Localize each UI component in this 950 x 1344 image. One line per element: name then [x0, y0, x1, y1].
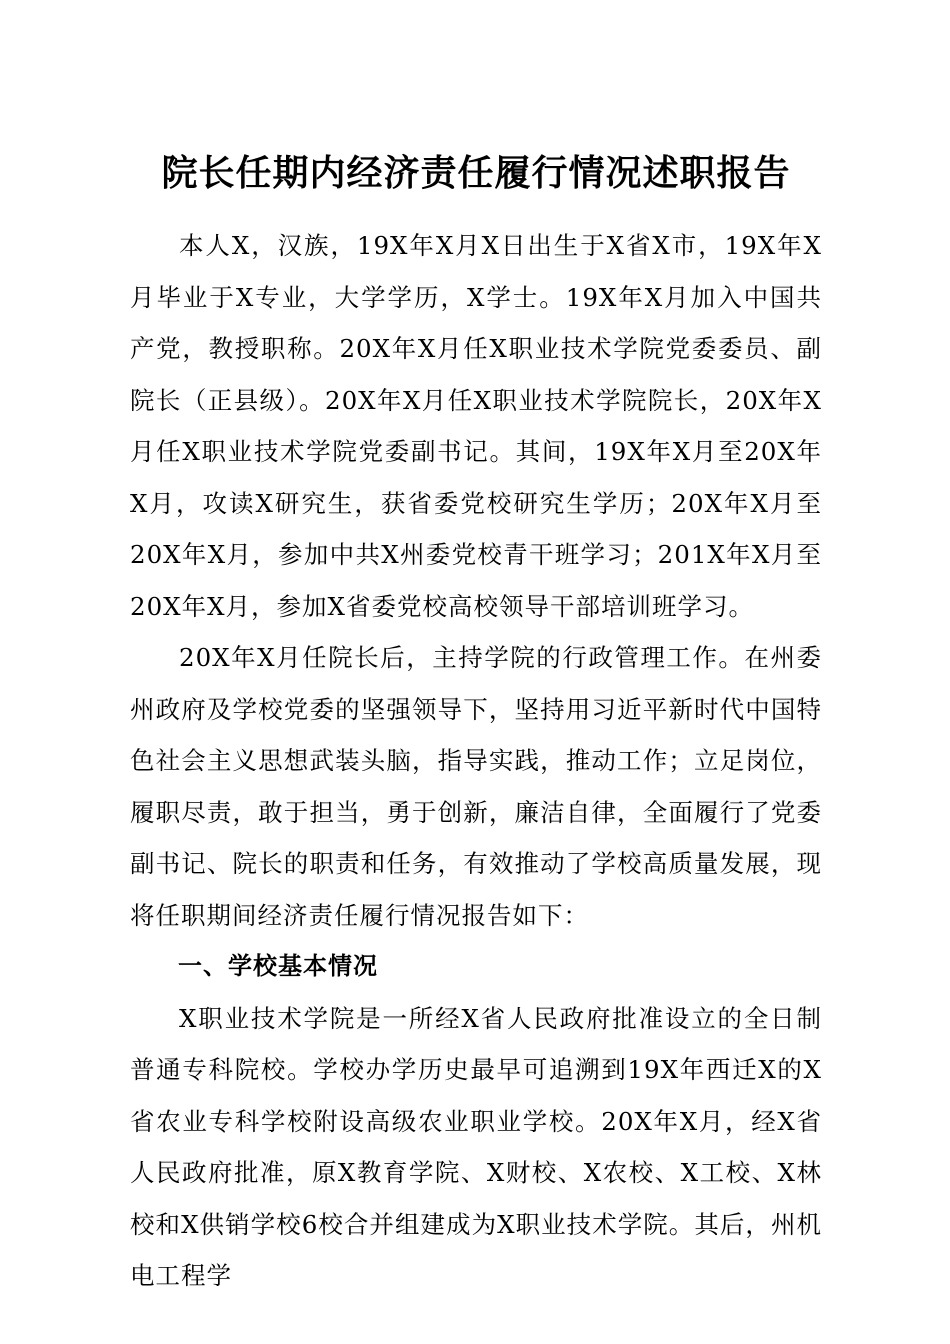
- paragraph-personal-info: 本人X，汉族，19X年X月X日出生于X省X市，19X年X月毕业于X专业，大学学历，X学士。19X年X月加入中国共产党，教授职称。20X年X月任X职业技术学院党委委员、副院长（正县级）。20X年X月任X职业技术学院院长，20X年X月任X职业技术学院党委副书记。其间，19X年X月至20X年X月，攻读X研究生，获省委党校研究生学历；20X年X月至20X年X月，参加中共X州委党校青干班学习；201X年X月至20X年X月，参加X省委党校高校领导干部培训班学习。: [130, 231, 822, 621]
- section-heading-school-basic-info: 一、学校基本情况: [178, 952, 378, 980]
- document-title: 院长任期内经济责任履行情况述职报告: [161, 153, 791, 194]
- paragraph-school-history: X职业技术学院是一所经X省人民政府批准设立的全日制普通专科院校。学校办学历史最早可追溯到19X年西迁X的X省农业专科学校附设高级农业职业学校。20X年X月，经X省人民政府批准，原X教育学院、X财校、X农校、X工校、X林校和X供销学校6校合并组建成为X职业技术学院。其后，州机电工程学: [130, 1003, 822, 1290]
- document-body: [130, 220, 822, 1302]
- paragraph-duty-summary: 20X年X月任院长后，主持学院的行政管理工作。在州委州政府及学校党委的坚强领导下，坚持用习近平新时代中国特色社会主义思想武装头脑，指导实践，推动工作；立足岗位，履职尽责，敢于担当，勇于创新，廉洁自律，全面履行了党委副书记、院长的职责和任务，有效推动了学校高质量发展，现将任职期间经济责任履行情况报告如下：: [130, 643, 822, 930]
